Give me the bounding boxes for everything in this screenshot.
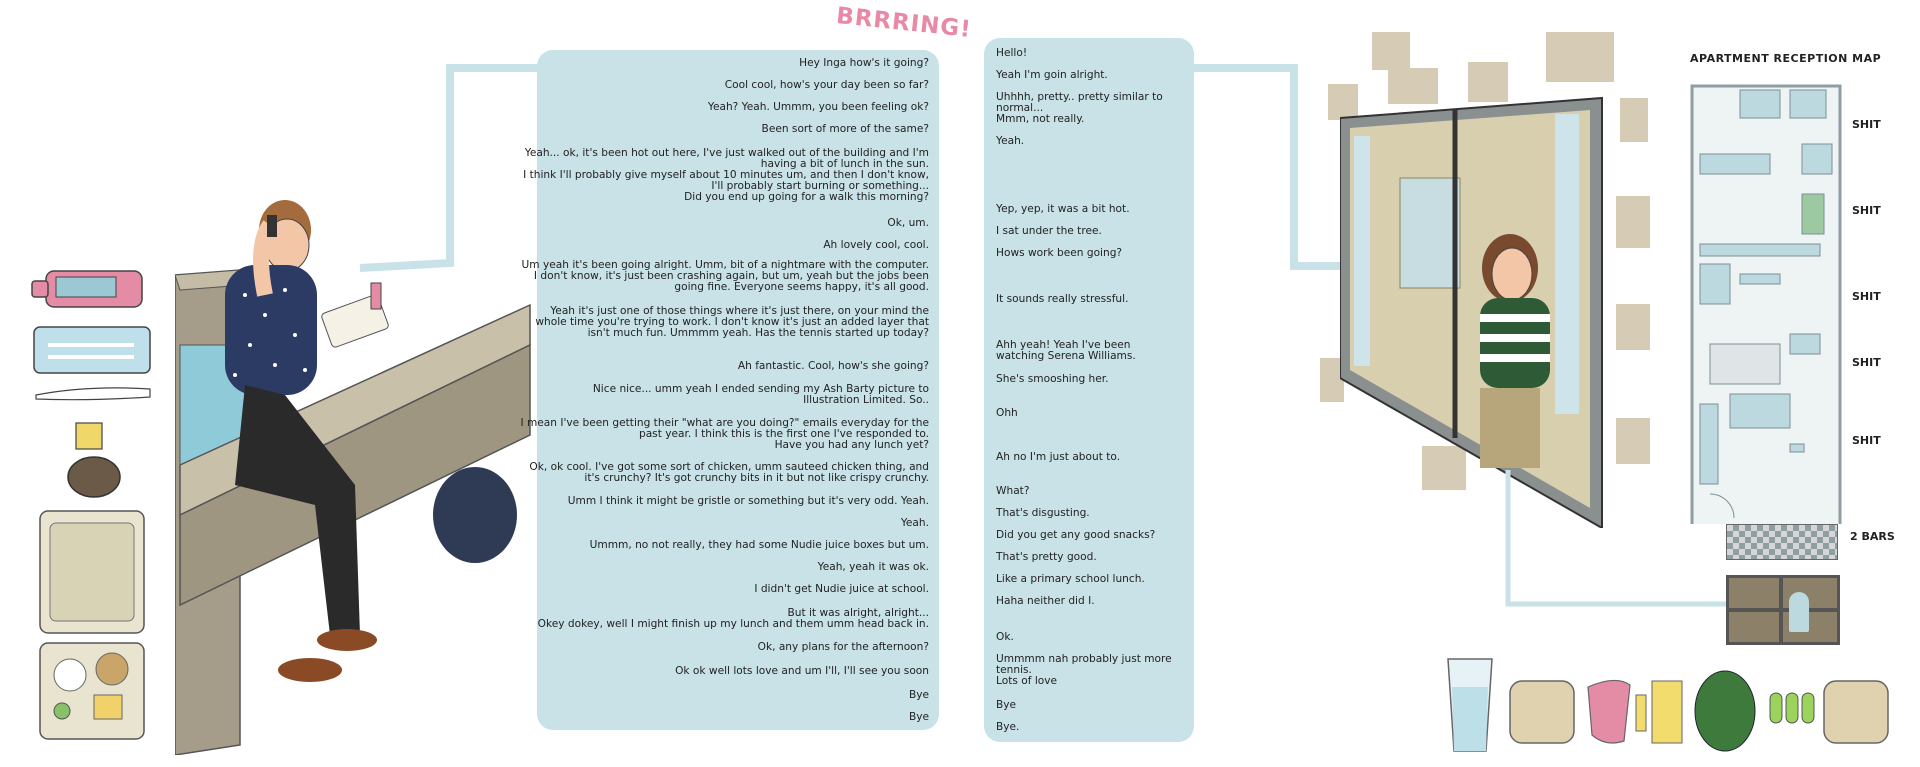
receiver-line: She's smooshing her. bbox=[996, 373, 1109, 385]
caller-line: Ok, ok cool. I've got some sort of chicken, umm sauteed chicken thing, and it's crunchy? It's got crunchy bits in it but not like crispy crunchy. bbox=[529, 461, 929, 484]
caller-line: Yeah... ok, it's been hot out here, I've just walked out of the building and I'm having a bit of lunch in the sun. I think I'll probably give myself about 10 minutes um, and then I don't know, I'll probably start burning or something... Did you end up going for a walk this morning? bbox=[523, 147, 929, 203]
cutlery-pack-icon bbox=[34, 327, 150, 373]
caller-line: I didn't get Nudie juice at school. bbox=[754, 583, 929, 595]
caller-line: Ok, any plans for the afternoon? bbox=[757, 641, 929, 653]
wall-brick bbox=[1616, 196, 1650, 248]
lunch-items-illustration bbox=[28, 265, 158, 745]
wall-brick bbox=[1616, 304, 1650, 350]
map-preview-inset bbox=[1726, 575, 1840, 645]
sauce-packet-icon bbox=[76, 423, 102, 449]
caller-line: Ok, um. bbox=[887, 217, 929, 229]
receiver-line: Ohh bbox=[996, 407, 1018, 419]
caller-line: Yeah it's just one of those things where it's just there, on your mind the whole time you're trying to work. I don't know it's just an added layer that isn't much fun. Ummmm yeah. Has the tennis started up today? bbox=[535, 305, 929, 339]
caller-line: I mean I've been getting their "what are you doing?" emails everyday for the past year. I think this is the first one I've responded to. Have you had any lunch yet? bbox=[520, 417, 929, 451]
bread-slice-icon bbox=[1510, 681, 1574, 743]
floor-plan bbox=[1690, 84, 1842, 524]
wall-brick bbox=[1620, 98, 1648, 142]
caller-line: Hey Inga how's it going? bbox=[799, 57, 929, 69]
receiver-line: Ummmm nah probably just more tennis. bbox=[996, 653, 1172, 676]
receiver-line: Like a primary school lunch. bbox=[996, 573, 1145, 585]
caller-line: Yeah, yeah it was ok. bbox=[817, 561, 929, 573]
window-illustration bbox=[1340, 88, 1610, 528]
receiver-line: That's pretty good. bbox=[996, 551, 1097, 563]
balcony-grid bbox=[1726, 524, 1838, 560]
caller-line: Ummm, no not really, they had some Nudie juice boxes but um. bbox=[589, 539, 929, 551]
receiver-line: Mmm, not really. bbox=[996, 113, 1085, 125]
pickles-icon bbox=[1770, 693, 1814, 723]
receiver-line: Ok. bbox=[996, 631, 1014, 643]
caller-dialogue-bubble bbox=[520, 50, 939, 730]
caller-line: Umm I think it might be gristle or something but it's very odd. Yeah. bbox=[567, 495, 929, 507]
wall-brick bbox=[1546, 32, 1614, 82]
apartment-reception-map bbox=[1690, 84, 1842, 524]
caller-line: Ok ok well lots love and um I'll, I'll see you soon bbox=[675, 665, 929, 677]
lunch-tray-icon bbox=[40, 643, 144, 739]
signal-label-3: SHIT bbox=[1852, 290, 1881, 303]
receiver-line: Ahh yeah! Yeah I've been watching Serena Williams. bbox=[996, 339, 1136, 362]
sound-effect: BRRRING! bbox=[835, 2, 973, 44]
signal-label-5: SHIT bbox=[1852, 434, 1881, 447]
receiver-scene bbox=[1320, 28, 1650, 528]
receiver-line: Yep, yep, it was a bit hot. bbox=[996, 203, 1130, 215]
receiver-line: Yeah. bbox=[996, 135, 1025, 147]
receiver-line: It sounds really stressful. bbox=[996, 293, 1129, 305]
receiver-line: Lots of love bbox=[996, 675, 1058, 687]
caller-line: Ah lovely cool, cool. bbox=[823, 239, 929, 251]
receiver-line: I sat under the tree. bbox=[996, 225, 1102, 237]
receiver-line: Ah no I'm just about to. bbox=[996, 451, 1121, 463]
map-title: APARTMENT RECEPTION MAP bbox=[1690, 52, 1882, 65]
receiver-line: Uhhhh, pretty.. pretty similar to normal... bbox=[996, 91, 1163, 114]
caller-line: Yeah? Yeah. Ummm, you been feeling ok? bbox=[707, 101, 929, 113]
caller-line: Ah fantastic. Cool, how's she going? bbox=[737, 360, 929, 372]
receiver-line: Haha neither did I. bbox=[996, 595, 1095, 607]
signal-label-1: SHIT bbox=[1852, 118, 1881, 131]
receiver-line: Hows work been going? bbox=[996, 247, 1123, 259]
knife-icon bbox=[36, 388, 150, 400]
caller-line: Nice nice... umm yeah I ended sending my Ash Barty picture to Illustration Limited. So.. bbox=[592, 383, 929, 406]
receiver-line: Yeah I'm goin alright. bbox=[996, 69, 1108, 81]
ham-slice-icon bbox=[1588, 680, 1630, 743]
lunch-items-column bbox=[28, 265, 158, 745]
caller-line: Cool cool, how's your day been so far? bbox=[724, 79, 929, 91]
juice-bottle-icon bbox=[32, 271, 142, 307]
caller-line: Um yeah it's been going alright. Umm, bit of a nightmare with the computer. I don't know, it's just been crashing again, but um, yeah but the jobs been going fine. Everyone seems happy, it's all good. bbox=[521, 259, 929, 293]
water-glass-icon bbox=[1448, 659, 1492, 751]
receiver-dialogue-bubble bbox=[984, 38, 1194, 742]
receiver-line: Hello! bbox=[996, 47, 1028, 59]
wall-brick bbox=[1372, 32, 1410, 70]
wall-brick bbox=[1616, 418, 1650, 464]
receiver-line: That's disgusting. bbox=[996, 507, 1090, 519]
caller-line: Yeah. bbox=[900, 517, 929, 529]
receiver-line: Bye. bbox=[996, 721, 1020, 733]
bread-slice-icon-2 bbox=[1824, 681, 1888, 743]
cheese-slices-icon bbox=[1636, 681, 1682, 743]
receiver-line: Bye bbox=[996, 699, 1017, 711]
signal-label-4: SHIT bbox=[1852, 356, 1881, 369]
caller-line: Been sort of more of the same? bbox=[761, 123, 929, 135]
balcony-signal-label: 2 BARS bbox=[1850, 530, 1895, 543]
snack-items-row bbox=[1440, 655, 1910, 755]
signal-label-2: SHIT bbox=[1852, 204, 1881, 217]
caller-line: Bye bbox=[908, 689, 929, 701]
lettuce-leaves-icon bbox=[1695, 671, 1755, 751]
caller-line: But it was alright, alright... Okey dokey, well I might finish up my lunch and them umm head back in. bbox=[537, 607, 929, 630]
receiver-line: What? bbox=[996, 485, 1030, 497]
cookie-icon bbox=[68, 457, 120, 497]
receiver-line: Did you get any good snacks? bbox=[996, 529, 1156, 541]
caller-line: Bye bbox=[908, 711, 929, 723]
